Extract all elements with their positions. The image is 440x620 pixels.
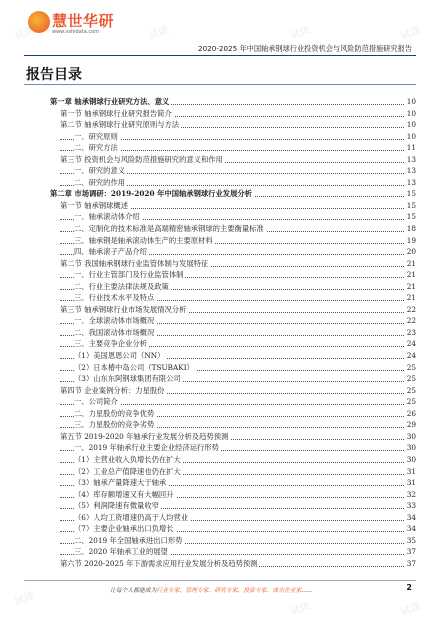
toc-entry-page: 30 bbox=[406, 431, 416, 441]
logo-url: www.vshidata.com bbox=[52, 29, 100, 35]
toc-entry[interactable] bbox=[0, 535, 440, 547]
footer-prefix: 让每个人都能成为 bbox=[110, 588, 157, 594]
toc-entry-label: 一、轴承滚动体介绍 bbox=[74, 212, 140, 222]
toc-entry[interactable] bbox=[0, 281, 440, 293]
toc-entry-page: 10 bbox=[406, 108, 416, 118]
toc-entry[interactable] bbox=[0, 269, 440, 281]
toc-entry-label: 第六节 2020-2025 年下游需求应用行业发展分析及趋势预测 bbox=[60, 558, 258, 568]
toc-entry[interactable] bbox=[0, 96, 440, 108]
toc-entry-label: 第一章 轴承钢球行业研究方法、意义 bbox=[50, 97, 170, 106]
toc-entry-page: 19 bbox=[406, 235, 416, 245]
toc-entry[interactable] bbox=[0, 431, 440, 443]
page-header bbox=[0, 0, 440, 56]
toc-entry[interactable] bbox=[0, 200, 440, 212]
toc-entry-label: 三、行业技术水平及特点 bbox=[74, 293, 155, 303]
watermark: 试读 bbox=[147, 24, 170, 42]
page-heading: 报告目录 bbox=[26, 67, 82, 83]
toc-entry-label: 二、研究的作用 bbox=[74, 177, 126, 187]
footer-suffix: …… bbox=[301, 588, 313, 594]
toc-entry-page: 22 bbox=[406, 316, 416, 326]
toc-entry-page: 13 bbox=[406, 177, 416, 187]
toc-entry-page: 21 bbox=[406, 293, 416, 303]
toc-entry-page: 11 bbox=[406, 143, 416, 153]
toc-entry-page: 15 bbox=[406, 200, 416, 210]
watermark: 试读 bbox=[13, 24, 36, 42]
toc-entry-label: （4）库存额增速又有大幅回升 bbox=[74, 489, 174, 499]
report-title: 2020-2025 年中国轴承钢球行业投资机会与风险防范措施研究报告 bbox=[198, 44, 412, 53]
toc-entry[interactable] bbox=[0, 177, 440, 189]
toc-entry[interactable] bbox=[0, 108, 440, 120]
toc-entry-label: 第二节 我国轴承钢球行业监管体制与发展特征 bbox=[60, 258, 209, 268]
toc-entry-label: 三、轴承钢是轴承滚动体生产的主要原材料 bbox=[74, 235, 213, 245]
toc-entry[interactable] bbox=[0, 223, 440, 235]
toc-entry-label: 三、2020 年轴承工业的展望 bbox=[74, 547, 168, 557]
toc-entry[interactable] bbox=[0, 211, 440, 223]
toc-entry-label: 第五节 2019-2020 年轴承行业发展分析及趋势预测 bbox=[60, 431, 229, 441]
toc-entry-page: 20 bbox=[406, 247, 416, 257]
watermark: 试读 bbox=[289, 24, 312, 42]
toc-entry-page: 21 bbox=[406, 281, 416, 291]
toc-entry-page: 34 bbox=[406, 524, 416, 534]
toc-entry[interactable] bbox=[0, 165, 440, 177]
toc-entry[interactable] bbox=[0, 142, 440, 154]
toc-entry[interactable] bbox=[0, 362, 440, 374]
toc-entry-label: 三、主要竞争企业分析 bbox=[74, 339, 147, 349]
toc-entry-label: 二、研究方法 bbox=[74, 143, 118, 153]
toc-entry-page: 15 bbox=[406, 189, 416, 199]
watermark: 试读 bbox=[289, 600, 312, 618]
footer-divider bbox=[24, 580, 416, 581]
toc-entry[interactable] bbox=[0, 454, 440, 466]
toc-entry-page: 32 bbox=[406, 489, 416, 499]
toc-entry[interactable] bbox=[0, 466, 440, 478]
toc-entry[interactable] bbox=[0, 304, 440, 316]
toc-entry-page: 13 bbox=[406, 154, 416, 164]
toc-entry[interactable] bbox=[0, 477, 440, 489]
toc-entry-label: （2）工业总产值降速也仍在扩大 bbox=[74, 466, 181, 476]
toc-entry[interactable] bbox=[0, 442, 440, 454]
toc-entry-label: （7）主要企业轴承出口负增长 bbox=[74, 524, 174, 534]
toc-entry-label: 四、轴承滚子产品介绍 bbox=[74, 247, 147, 257]
toc-entry-page: 30 bbox=[406, 454, 416, 464]
toc-entry-page: 18 bbox=[406, 224, 416, 234]
toc-entry-label: （1）主营业收入负增长仍在扩大 bbox=[74, 454, 181, 464]
toc-entry-page: 37 bbox=[406, 558, 416, 568]
toc-entry[interactable] bbox=[0, 350, 440, 362]
toc-entry[interactable] bbox=[0, 558, 440, 570]
toc-entry-label: 第三节 投资机会与风险防范措施研究的意义和作用 bbox=[60, 154, 223, 164]
toc-entry-label: （3）山东东阿钢球集团有限公司 bbox=[74, 374, 181, 384]
toc-entry-page: 24 bbox=[406, 351, 416, 361]
toc-entry-label: （2）日本椿中岛公司（TSUBAKI） bbox=[74, 362, 194, 372]
toc-entry-label: 一、2019 年轴承行业主要企业经济运行形势 bbox=[74, 443, 219, 453]
toc-entry-page: 35 bbox=[406, 535, 416, 545]
toc-entry-label: （1）美国恩恩公司（NN） bbox=[74, 351, 165, 361]
toc-entry[interactable] bbox=[0, 500, 440, 512]
toc-entry-page: 30 bbox=[406, 443, 416, 453]
toc-entry[interactable] bbox=[0, 373, 440, 385]
toc-entry[interactable] bbox=[0, 523, 440, 535]
toc-entry-page: 10 bbox=[406, 97, 416, 106]
header-divider bbox=[24, 55, 416, 56]
footer-slogan bbox=[110, 585, 313, 594]
toc-entry-label: 二、2019 年全国轴承进出口形势 bbox=[74, 535, 183, 545]
toc-entry[interactable] bbox=[0, 154, 440, 166]
toc-entry-page: 15 bbox=[406, 212, 416, 222]
toc-entry-page: 25 bbox=[406, 397, 416, 407]
toc-entry-label: 第四节 企业案例分析：力星股份 bbox=[60, 385, 165, 395]
toc-entry[interactable] bbox=[0, 235, 440, 247]
toc-entry-label: 一、公司简介 bbox=[74, 397, 118, 407]
toc-entry-label: 二、行业主要法律法规及政策 bbox=[74, 281, 169, 291]
toc-entry-page: 21 bbox=[406, 270, 416, 280]
toc-entry-label: 三、力星股份的竞争劣势 bbox=[74, 420, 155, 430]
table-of-contents bbox=[0, 96, 440, 569]
toc-entry[interactable] bbox=[0, 131, 440, 143]
toc-entry-label: 二、定制化的技术标准是高端精密轴承钢球的主要衡量标准 bbox=[74, 224, 264, 234]
toc-entry-label: 一、研究的意义 bbox=[74, 166, 126, 176]
toc-entry-label: 第二节 轴承钢球行业研究原则与方法 bbox=[60, 120, 180, 130]
page-number: 2 bbox=[406, 583, 412, 592]
company-logo bbox=[28, 8, 118, 38]
footer-highlights: 行业专家、管理专家、研究专家、投资专家、成功企业家 bbox=[156, 588, 302, 594]
toc-entry[interactable] bbox=[0, 188, 440, 200]
toc-entry-label: （6）人均工资增速仍高于人均营业 bbox=[74, 512, 189, 522]
toc-entry-page: 22 bbox=[406, 304, 416, 314]
toc-entry-page: 13 bbox=[406, 166, 416, 176]
toc-entry[interactable] bbox=[0, 385, 440, 397]
toc-entry-label: 一、研究原则 bbox=[74, 131, 118, 141]
toc-entry[interactable] bbox=[0, 315, 440, 327]
toc-entry-page: 31 bbox=[406, 466, 416, 476]
toc-entry[interactable] bbox=[0, 327, 440, 339]
toc-entry[interactable] bbox=[0, 419, 440, 431]
toc-entry-label: 第一节 轴承钢球概述 bbox=[60, 200, 128, 210]
watermark: 试读 bbox=[13, 590, 36, 608]
toc-entry-label: 第一节 轴承钢球行业研究报告简介 bbox=[60, 108, 172, 118]
toc-entry-label: 一、全球滚动体市场概况 bbox=[74, 316, 155, 326]
toc-entry-page: 21 bbox=[406, 258, 416, 268]
watermark: 试读 bbox=[399, 600, 422, 618]
toc-entry[interactable] bbox=[0, 292, 440, 304]
toc-entry-label: 一、行业主管部门及行业监管体制 bbox=[74, 270, 184, 280]
toc-entry[interactable] bbox=[0, 258, 440, 270]
logo-name: 慧世华研 bbox=[52, 12, 115, 30]
toc-entry-label: 第三节 轴承钢球行业市场发展情况分析 bbox=[60, 304, 187, 314]
toc-entry-page: 31 bbox=[406, 478, 416, 488]
toc-entry-page: 24 bbox=[406, 339, 416, 349]
toc-entry[interactable] bbox=[0, 338, 440, 350]
toc-entry-page: 34 bbox=[406, 512, 416, 522]
toc-entry-label: 第二章 市场调研：2019-2020 年中国轴承钢球行业发展分析 bbox=[50, 189, 252, 199]
toc-entry-page: 10 bbox=[406, 131, 416, 141]
heading-divider bbox=[24, 84, 416, 85]
watermark: 试读 bbox=[399, 24, 422, 42]
toc-entry[interactable] bbox=[0, 119, 440, 131]
toc-entry-page: 10 bbox=[406, 120, 416, 130]
toc-entry-page: 26 bbox=[406, 408, 416, 418]
toc-entry-page: 25 bbox=[406, 374, 416, 384]
toc-entry-page: 25 bbox=[406, 362, 416, 372]
toc-entry[interactable] bbox=[0, 489, 440, 501]
toc-entry-page: 33 bbox=[406, 501, 416, 511]
toc-entry[interactable] bbox=[0, 246, 440, 258]
toc-entry[interactable] bbox=[0, 512, 440, 524]
toc-entry[interactable] bbox=[0, 396, 440, 408]
toc-entry-page: 23 bbox=[406, 327, 416, 337]
toc-entry-page: 29 bbox=[406, 420, 416, 430]
toc-entry-label: 二、我国滚动体市场概况 bbox=[74, 327, 155, 337]
toc-entry-page: 25 bbox=[406, 385, 416, 395]
toc-entry-label: （5）利润降速有微量收窄 bbox=[74, 501, 159, 511]
toc-entry-label: 二、力星股份的竞争优势 bbox=[74, 408, 155, 418]
toc-entry[interactable] bbox=[0, 408, 440, 420]
toc-entry-page: 37 bbox=[406, 547, 416, 557]
toc-entry[interactable] bbox=[0, 546, 440, 558]
toc-entry-label: （3）轴承产量降速大于轴承 bbox=[74, 478, 167, 488]
